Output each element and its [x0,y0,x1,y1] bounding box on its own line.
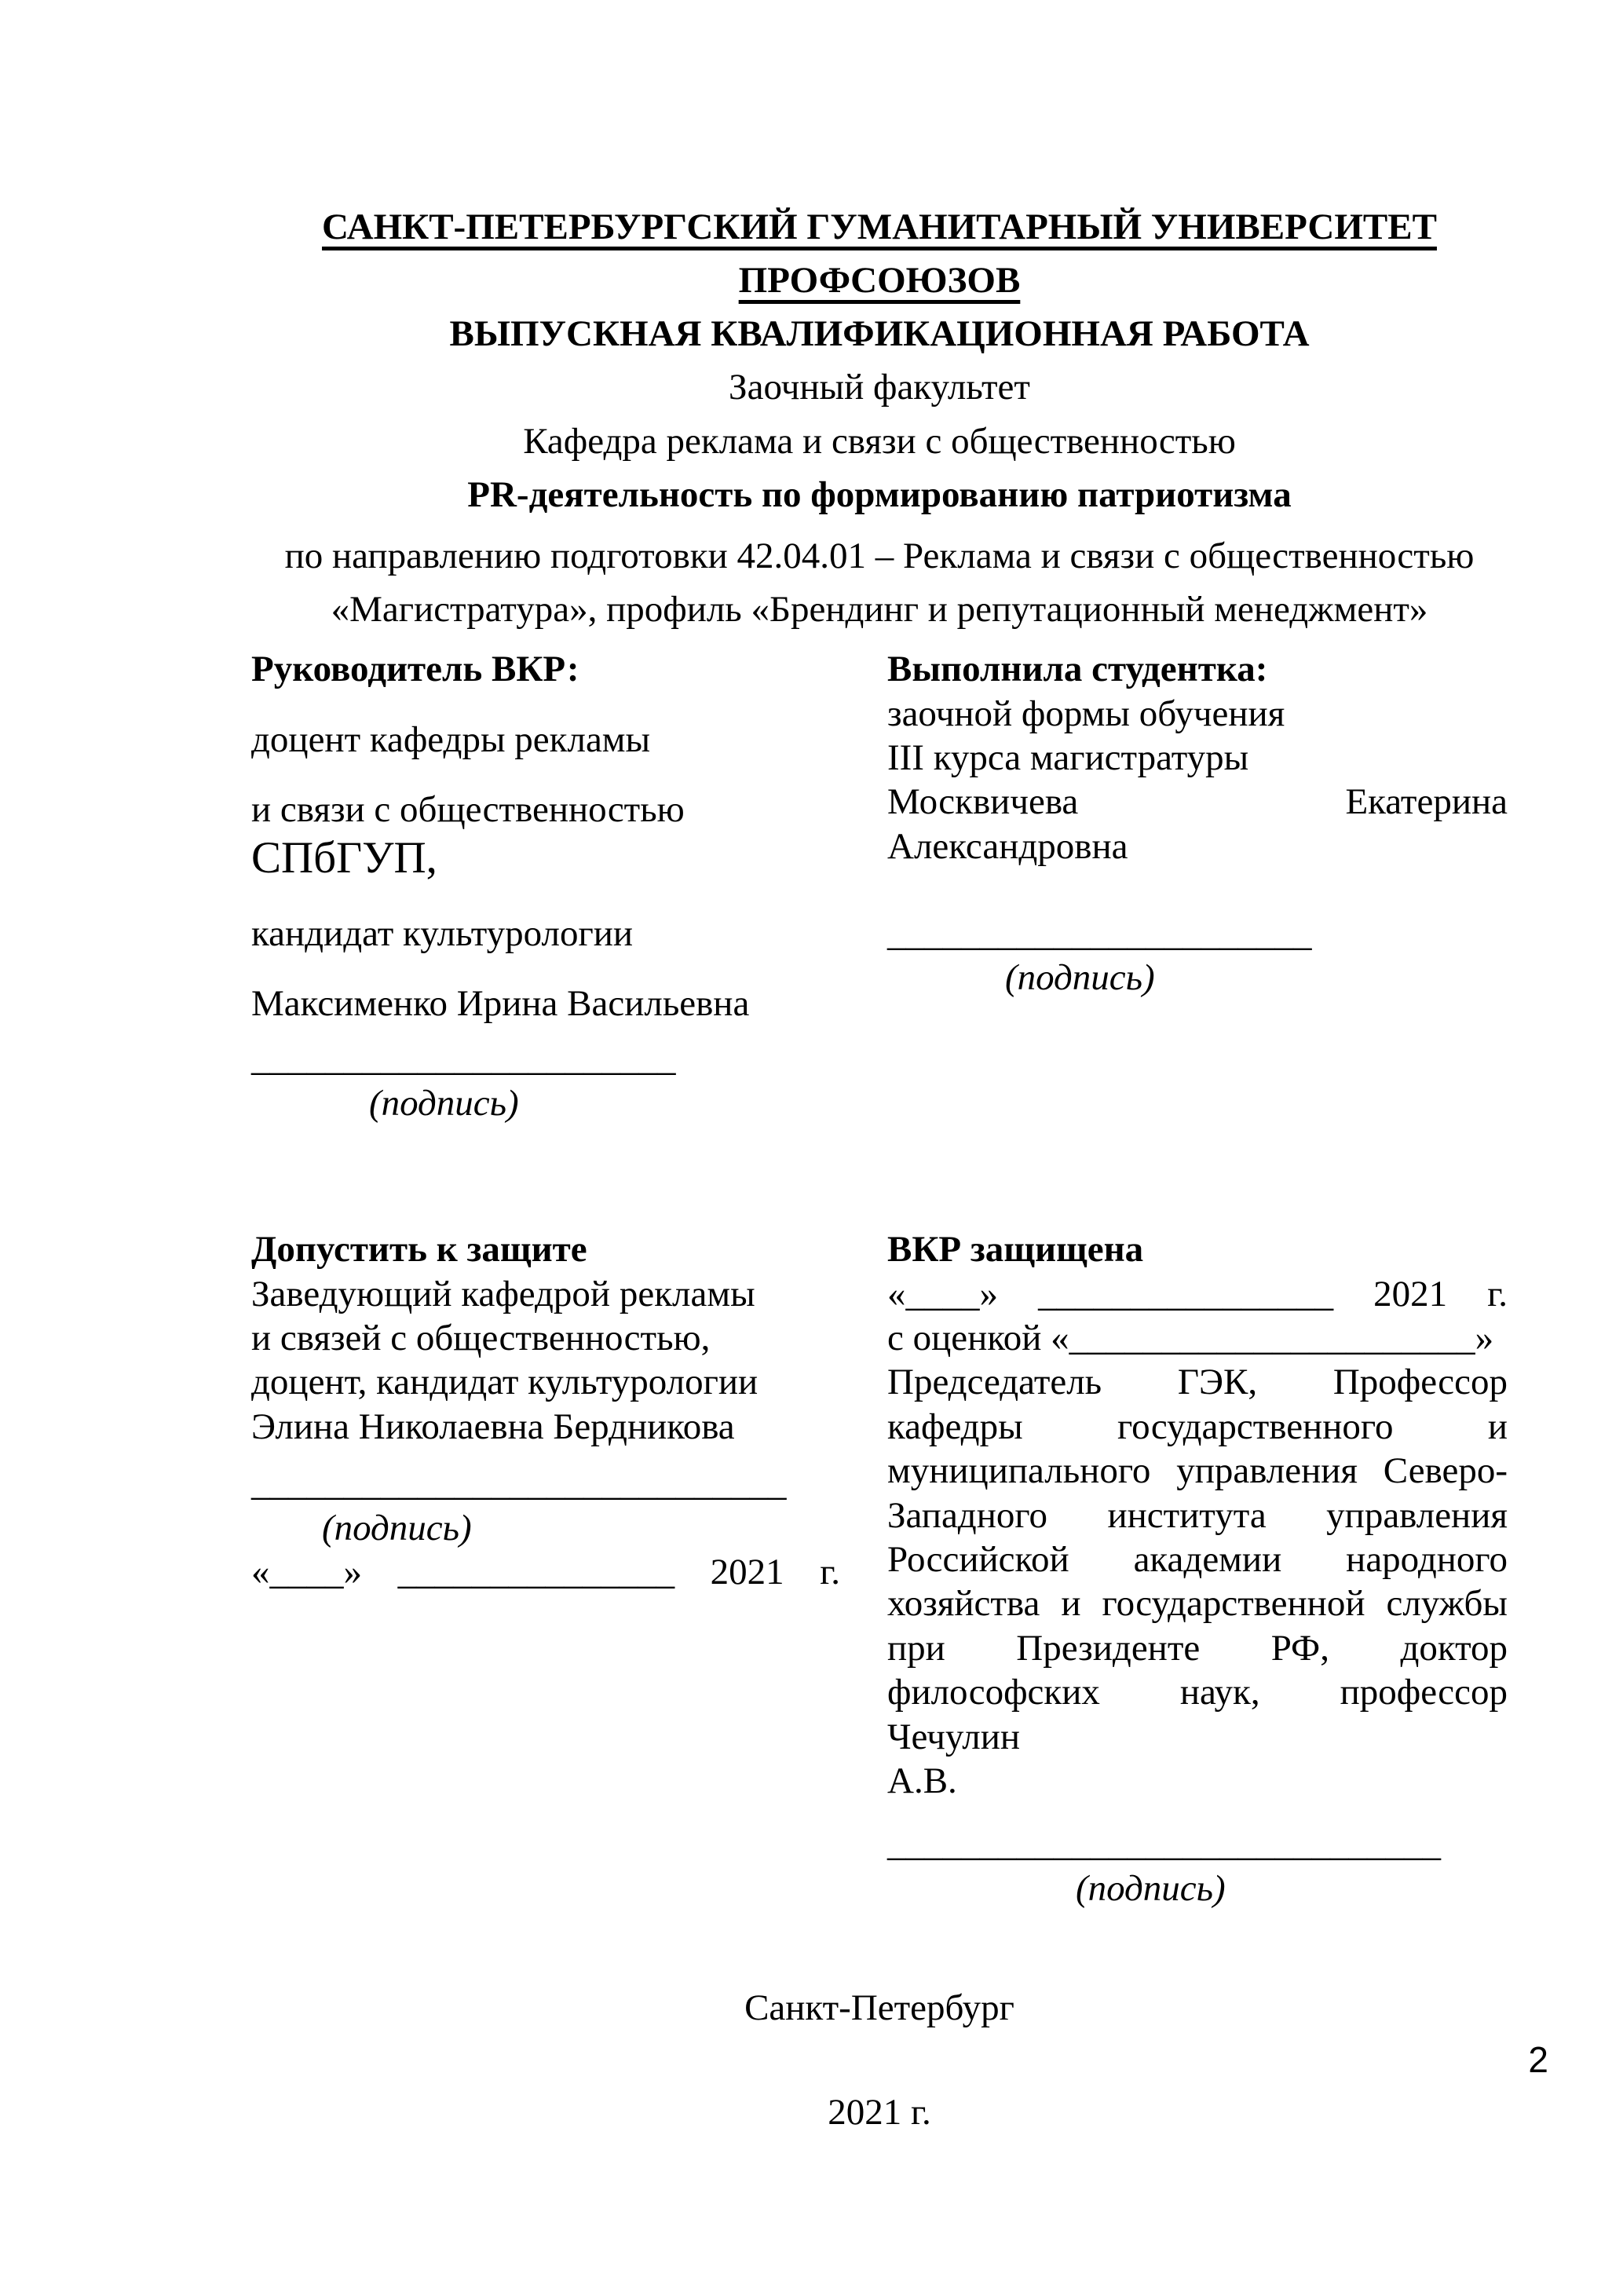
page-number: 2 [1528,2039,1548,2080]
student-block [887,647,1508,1000]
student-heading: Выполнила студентка: [887,649,1268,690]
admission-line2: и связей с общественностью, [251,1318,711,1359]
defense-grade-line: с оценкой «______________________» [887,1318,1494,1359]
signatories-bottom-section [251,1227,1508,1910]
committee-line: при Президенте РФ, доктор [887,1627,1508,1669]
footer-year: 2021 г. [828,2091,931,2133]
supervisor-position-line1: доцент кафедры рекламы [251,718,651,760]
admission-head-name: Элина Николаевна Бердникова [251,1406,735,1447]
supervisor-degree-line: кандидат культурологии [251,912,634,954]
committee-line: Председатель ГЭК, Профессор [887,1362,1508,1403]
university-name-line2 [251,254,1508,307]
student-signature-line: _______________________ [887,913,1312,955]
student-patronymic: Александровна [887,825,1128,867]
supervisor-position-line2-text: и связи с общественностью [251,788,685,830]
committee-line: кафедры государственного и [887,1406,1508,1447]
defense-block [887,1227,1508,1910]
university-name-line2-text: ПРОФСОЮЗОВ [738,260,1021,302]
program-line2: «Магистратура», профиль «Брендинг и репутационный менеджмент» [331,588,1428,630]
admission-signature-caption: (подпись) [322,1507,472,1548]
supervisor-signature-caption: (подпись) [369,1082,519,1124]
student-first-name: Екатерина [1345,781,1508,823]
admission-line3: доцент, кандидат культурологии [251,1362,758,1403]
university-name-line1-text: САНКТ-ПЕТЕРБУРГСКИЙ ГУМАНИТАРНЫЙ УНИВЕРСИТЕТ [322,207,1437,247]
committee-line: муниципального управления Северо- [887,1450,1508,1492]
committee-line: философских наук, профессор Чечулин [887,1672,1508,1757]
supervisor-signature-line: _______________________ [251,1038,676,1080]
supervisor-name: Максименко Ирина Васильевна [251,983,750,1025]
student-course-line: III курса магистратуры [887,737,1249,778]
admission-date-line: «____» _______________ 2021 г. [251,1551,840,1592]
university-name-line1 [251,200,1508,254]
defense-date-line: «____» ________________ 2021 г. [887,1273,1508,1314]
committee-line: Российской академии народного [887,1538,1508,1580]
program-line1: по направлению подготовки 42.04.01 – Реклама и связи с общественностью [284,535,1475,576]
committee-line-last: А.В. [887,1760,957,1801]
footer-city: Санкт-Петербург [744,1987,1014,2029]
supervisor-position-line2 [251,788,840,886]
supervisor-block [251,647,840,1125]
admission-line1: Заведующий кафедрой рекламы [251,1273,755,1314]
student-signature-caption: (подпись) [1005,957,1155,999]
admission-block [251,1227,840,1594]
committee-line: хозяйства и государственной службы [887,1583,1508,1625]
student-name-line [887,780,1508,824]
title-block [251,200,1508,636]
student-surname: Москвичева [887,781,1079,823]
department-line: Кафедра реклама и связи с общественностью [523,420,1236,462]
defense-heading: ВКР защищена [887,1229,1144,1270]
defense-signature-line: ______________________________ [887,1823,1441,1865]
work-type-heading: ВЫПУСКНАЯ КВАЛИФИКАЦИОННАЯ РАБОТА [449,313,1310,355]
supervisor-heading: Руководитель ВКР: [251,649,579,690]
university-abbreviation: СПбГУП, [251,833,437,883]
admission-heading: Допустить к защите [251,1229,587,1270]
footer-block [251,1986,1508,2134]
admission-signature-line: _____________________________ [251,1463,787,1504]
committee-line: Западного института управления [887,1494,1508,1536]
defense-signature-caption: (подпись) [1076,1867,1226,1909]
thesis-title: PR-деятельность по формированию патриотизма [467,473,1292,515]
faculty-line: Заочный факультет [729,367,1030,408]
student-study-form-line: заочной формы обучения [887,693,1285,734]
signatories-top-section [251,647,1508,1125]
